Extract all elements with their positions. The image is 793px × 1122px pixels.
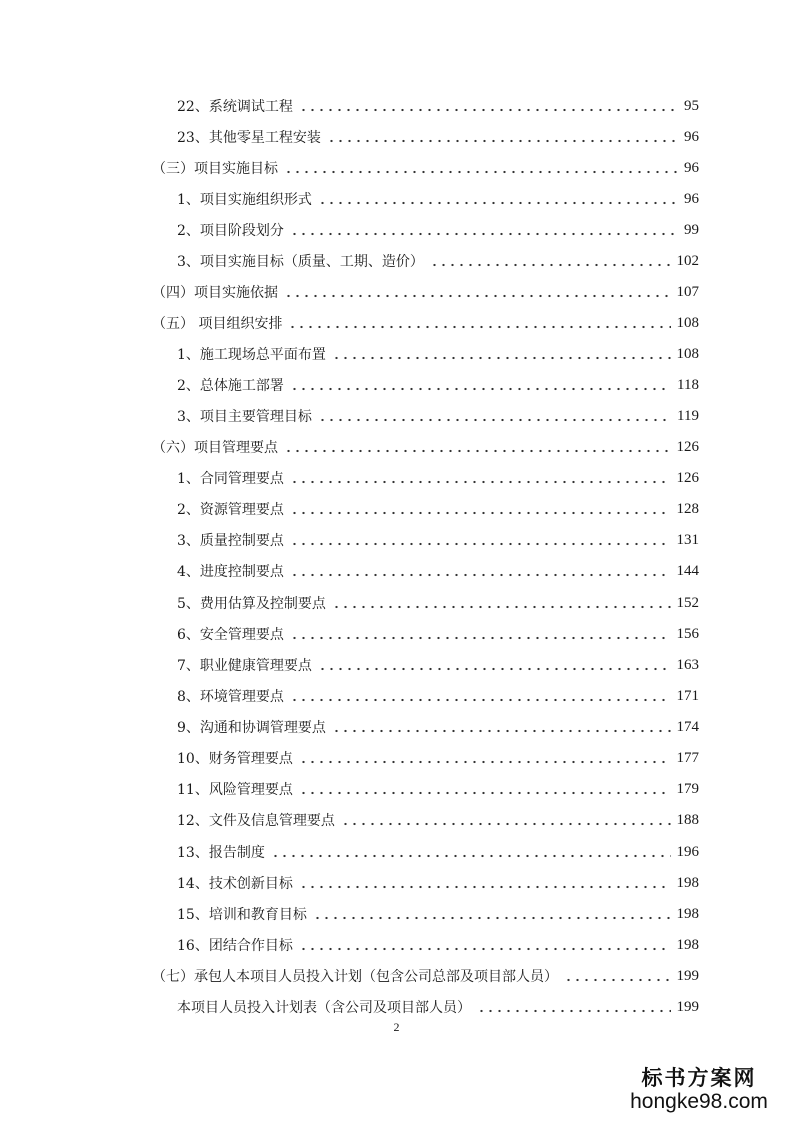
toc-entry-page: 126 <box>676 469 699 486</box>
toc-entry-page: 95 <box>684 97 699 114</box>
toc-entry-label: 本项目人员投入计划表（含公司及项目部人员） <box>177 1000 471 1016</box>
toc-entry-page: 171 <box>676 687 699 704</box>
toc-entry-label: 15、培训和教育目标 <box>177 907 307 923</box>
toc-entry[interactable] <box>0 187 793 211</box>
dot-leader <box>290 223 678 237</box>
toc-entry[interactable] <box>0 249 793 273</box>
toc-entry-page: 128 <box>676 500 699 517</box>
toc-section-label: （五） 项目组织安排 <box>152 316 283 332</box>
toc-section-label: （四）项目实施依据 <box>152 285 278 301</box>
toc-entry-label: 10、财务管理要点 <box>177 751 293 767</box>
toc-entry[interactable] <box>0 497 793 521</box>
dot-leader <box>327 130 678 144</box>
toc-section[interactable] <box>0 964 793 988</box>
toc-entry-page: 96 <box>684 190 699 207</box>
toc-entry-page: 198 <box>676 936 699 953</box>
toc-entry-page: 177 <box>676 749 699 766</box>
dot-leader <box>288 316 670 330</box>
toc-entry-label: 11、风险管理要点 <box>177 782 293 798</box>
toc-entry-page: 188 <box>676 811 699 828</box>
toc-entry-page: 174 <box>676 718 699 735</box>
toc-entry-label: 23、其他零星工程安装 <box>177 130 321 146</box>
toc-entry-label: 1、合同管理要点 <box>177 471 284 487</box>
toc-entry-label: 1、施工现场总平面布置 <box>177 347 326 363</box>
toc-entry-page: 118 <box>677 376 699 393</box>
toc-entry-label: 22、系统调试工程 <box>177 99 293 115</box>
toc-entry[interactable] <box>0 125 793 149</box>
toc-section-page: 108 <box>676 314 699 331</box>
dot-leader <box>290 627 671 641</box>
dot-leader <box>299 99 678 113</box>
toc-entry-page: 96 <box>684 128 699 145</box>
toc-entry-label: 1、项目实施组织形式 <box>177 192 312 208</box>
dot-leader <box>430 254 671 268</box>
toc-section-page: 96 <box>684 159 699 176</box>
toc-section-label: （七）承包人本项目人员投入计划（包含公司总部及项目部人员） <box>152 969 558 985</box>
toc-entry[interactable] <box>0 840 793 864</box>
dot-leader <box>284 161 678 175</box>
toc-entry-page: 199 <box>676 998 699 1015</box>
toc-section[interactable] <box>0 435 793 459</box>
toc-entry-page: 198 <box>676 905 699 922</box>
toc-entry-page: 156 <box>676 625 699 642</box>
dot-leader <box>290 533 671 547</box>
toc-entry[interactable] <box>0 902 793 926</box>
toc-entry[interactable] <box>0 466 793 490</box>
dot-leader <box>299 751 671 765</box>
dot-leader <box>299 876 671 890</box>
toc-entry-page: 196 <box>676 843 699 860</box>
watermark-name: 标书方案网 <box>641 1066 757 1090</box>
toc-entry[interactable] <box>0 404 793 428</box>
toc-entry-page: 99 <box>684 221 699 238</box>
dot-leader <box>299 782 671 796</box>
dot-leader <box>332 596 671 610</box>
dot-leader <box>318 409 671 423</box>
watermark-url: hongke98.com <box>630 1090 768 1113</box>
toc-entry-page: 163 <box>676 656 699 673</box>
page-number: 2 <box>393 1020 400 1034</box>
toc-entry[interactable] <box>0 808 793 832</box>
toc-entry[interactable] <box>0 871 793 895</box>
toc-entry-label: 4、进度控制要点 <box>177 564 284 580</box>
toc-entry-label: 9、沟通和协调管理要点 <box>177 720 326 736</box>
toc-section[interactable] <box>0 156 793 180</box>
toc-entry-label: 3、项目实施目标（质量、工期、造价） <box>177 254 424 270</box>
watermark <box>629 1062 769 1114</box>
dot-leader <box>318 192 678 206</box>
toc-section-label: （六）项目管理要点 <box>152 440 278 456</box>
dot-leader <box>477 1000 671 1014</box>
toc-entry-label: 3、质量控制要点 <box>177 533 284 549</box>
dot-leader <box>290 502 671 516</box>
toc-section-label: （三）项目实施目标 <box>152 161 278 177</box>
toc-entry-page: 198 <box>676 874 699 891</box>
toc-entry[interactable] <box>0 715 793 739</box>
dot-leader <box>290 689 671 703</box>
dot-leader <box>318 658 671 672</box>
toc-entry[interactable] <box>0 777 793 801</box>
toc-entry[interactable] <box>0 559 793 583</box>
toc-entry-label: 7、职业健康管理要点 <box>177 658 312 674</box>
toc-entry-label: 2、资源管理要点 <box>177 502 284 518</box>
toc-entry[interactable] <box>0 528 793 552</box>
toc-entry[interactable] <box>0 591 793 615</box>
toc-section[interactable] <box>0 280 793 304</box>
toc-entry-page: 179 <box>676 780 699 797</box>
dot-leader <box>271 845 671 859</box>
toc-entry[interactable] <box>0 622 793 646</box>
dot-leader <box>299 938 671 952</box>
toc-entry-label: 2、总体施工部署 <box>177 378 284 394</box>
toc-entry-label: 6、安全管理要点 <box>177 627 284 643</box>
toc-entry-label: 3、项目主要管理目标 <box>177 409 312 425</box>
toc-entry-label: 5、费用估算及控制要点 <box>177 596 326 612</box>
toc-entry[interactable] <box>0 218 793 242</box>
dot-leader <box>341 813 671 827</box>
toc-entry-page: 144 <box>676 562 699 579</box>
dot-leader <box>284 440 671 454</box>
dot-leader <box>290 471 671 485</box>
toc-entry-page: 152 <box>676 594 699 611</box>
toc-entry[interactable] <box>0 746 793 770</box>
toc-entry-label: 16、团结合作目标 <box>177 938 293 954</box>
toc-entry-label: 2、项目阶段划分 <box>177 223 284 239</box>
toc-entry-label: 8、环境管理要点 <box>177 689 284 705</box>
toc-entry[interactable] <box>0 373 793 397</box>
toc-entry-page: 108 <box>676 345 699 362</box>
dot-leader <box>284 285 671 299</box>
toc-section-page: 126 <box>676 438 699 455</box>
toc-entry-page: 102 <box>676 252 699 269</box>
toc-section[interactable] <box>0 311 793 335</box>
toc-entry-page: 131 <box>676 531 699 548</box>
toc-entry[interactable] <box>0 342 793 366</box>
toc-entry-label: 14、技术创新目标 <box>177 876 293 892</box>
dot-leader <box>290 564 671 578</box>
dot-leader <box>564 969 671 983</box>
dot-leader <box>290 378 671 392</box>
toc-entry-label: 12、文件及信息管理要点 <box>177 813 335 829</box>
dot-leader <box>332 720 671 734</box>
toc-entry[interactable] <box>0 995 793 1019</box>
toc-entry[interactable] <box>0 933 793 957</box>
dot-leader <box>332 347 671 361</box>
toc-entry[interactable] <box>0 653 793 677</box>
toc-entry-page: 119 <box>677 407 699 424</box>
toc-section-page: 107 <box>676 283 699 300</box>
toc-entry[interactable] <box>0 94 793 118</box>
toc-entry-label: 13、报告制度 <box>177 845 265 861</box>
toc-section-page: 199 <box>676 967 699 984</box>
dot-leader <box>313 907 671 921</box>
toc-entry[interactable] <box>0 684 793 708</box>
